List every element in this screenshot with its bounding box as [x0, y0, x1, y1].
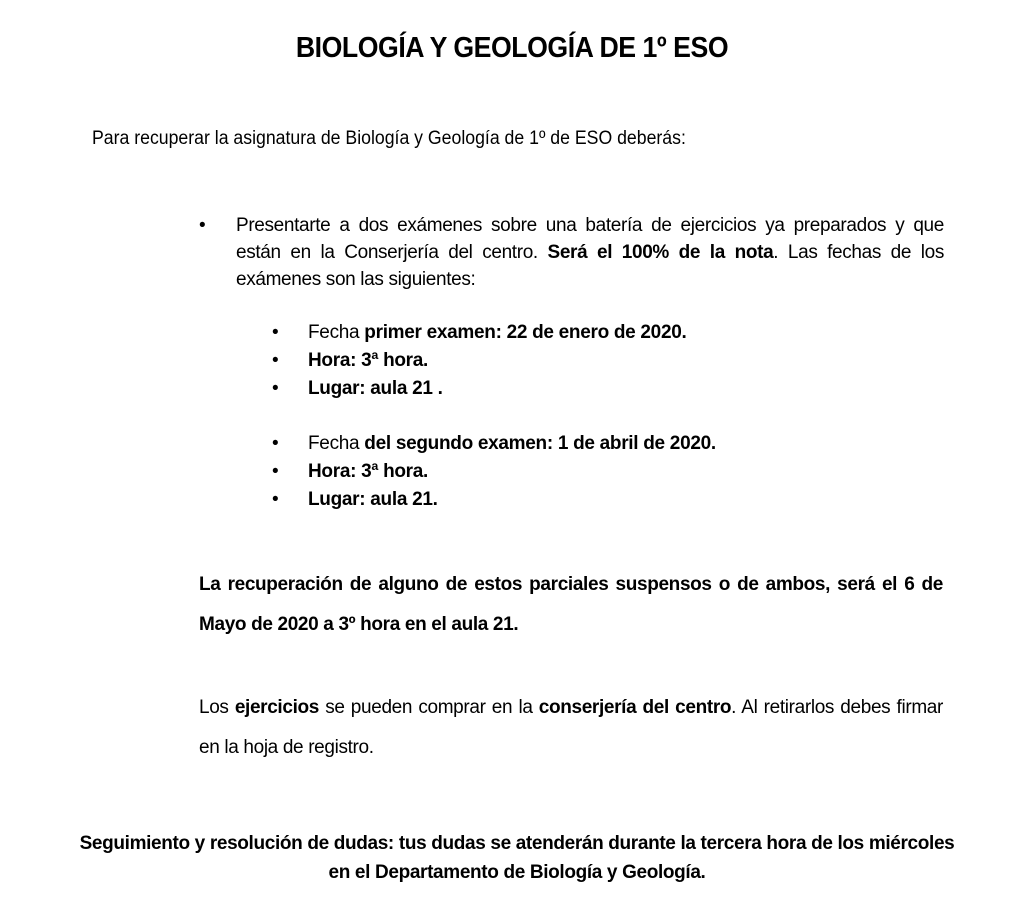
exercises-paragraph: [199, 688, 943, 768]
list-item: [272, 430, 872, 458]
second-exam-date: del segundo examen: 1 de abril de 2020.: [364, 433, 716, 454]
bullet-marker: •: [272, 433, 279, 454]
exercises-bold-1: ejercicios: [234, 697, 319, 718]
exercises-text-1: Los: [199, 697, 235, 718]
main-bullet-text-2: . Las fechas de los exámenes son las siguientes:: [236, 242, 945, 290]
bullet-marker: •: [272, 322, 279, 343]
main-bullet-text-1: Presentarte a dos exámenes sobre una batería de ejercicios ya preparados y que están en la Conserjería del centro.: [236, 215, 944, 263]
second-exam-place: Lugar: aula 21.: [308, 489, 438, 510]
list-item: [272, 375, 872, 403]
document-title: BIOLOGÍA Y GEOLOGÍA DE 1º ESO: [295, 32, 729, 64]
bullet-marker: •: [272, 378, 279, 399]
exercises-text-3: . Al retirarlos debes firmar en la hoja de registro.: [199, 697, 943, 758]
exercises-bold-2: conserjería del centro: [538, 697, 732, 718]
main-bullet-text-bold: Será el 100% de la nota: [547, 242, 774, 263]
main-bullet-text: [236, 212, 944, 293]
first-exam-list: [272, 319, 872, 403]
exam-date-prefix: Fecha: [308, 433, 365, 454]
first-exam-hour: Hora: 3ª hora.: [308, 350, 429, 371]
bullet-marker: •: [272, 350, 279, 371]
second-exam-list: [272, 430, 872, 514]
bullet-marker: •: [272, 489, 279, 510]
exam-date-prefix: Fecha: [308, 322, 365, 343]
recovery-paragraph: La recuperación de alguno de estos parciales suspensos o de ambos, será el 6 de Mayo de 2020 a 3º hora en el aula 21.: [199, 574, 943, 635]
bullet-marker: •: [272, 461, 279, 482]
list-item: [272, 458, 872, 486]
exercises-text-2: se pueden comprar en la: [318, 697, 539, 718]
bullet-marker: •: [199, 215, 206, 236]
list-item: [272, 347, 872, 375]
second-exam-hour: Hora: 3ª hora.: [308, 461, 429, 482]
first-exam-date: primer examen: 22 de enero de 2020.: [364, 322, 687, 343]
first-exam-place: Lugar: aula 21 .: [308, 378, 443, 399]
intro-paragraph: Para recuperar la asignatura de Biología y Geología de 1º de ESO deberás:: [92, 128, 686, 149]
followup-paragraph: Seguimiento y resolución de dudas: tus dudas se atenderán durante la tercera hora de los miércoles en el Departamento de Biología y Geología.: [79, 833, 955, 883]
list-item: [272, 319, 872, 347]
list-item: [272, 486, 872, 514]
